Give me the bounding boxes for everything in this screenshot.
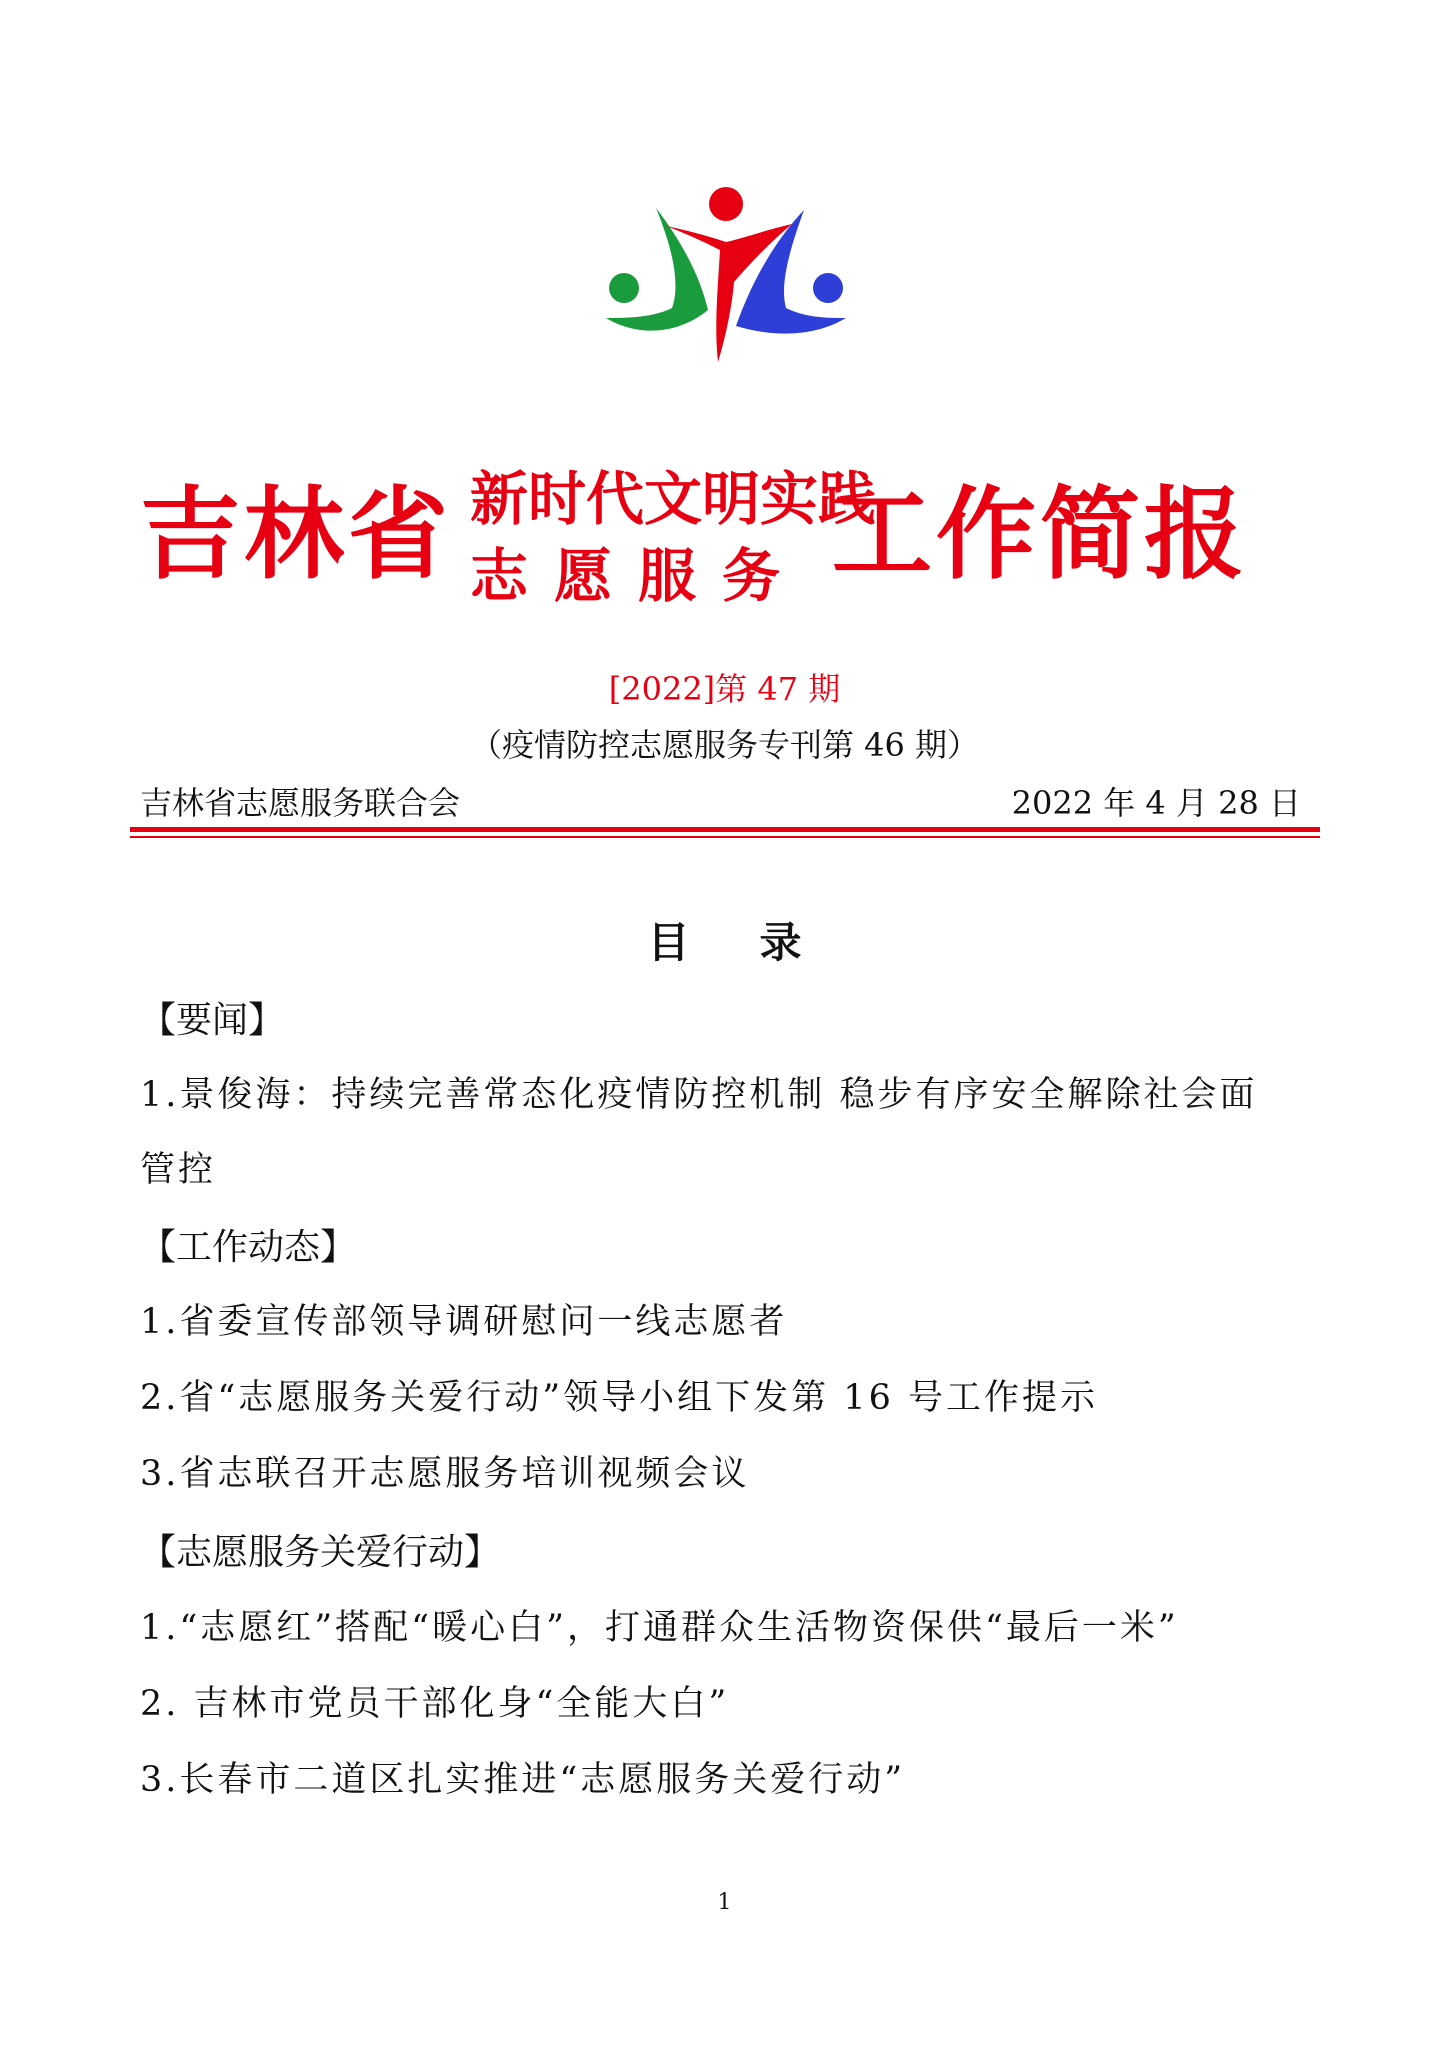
page-number: 1: [717, 1890, 732, 1915]
header-divider-thin: [130, 836, 1320, 838]
toc-item: 管控: [140, 1150, 217, 1190]
toc-section-heading: 【工作动态】: [140, 1227, 357, 1268]
toc-section-heading: 【要闻】: [140, 1000, 285, 1041]
publisher: 吉林省志愿服务联合会: [140, 784, 461, 822]
publish-date: 2022 年 4 月 28 日: [1011, 784, 1301, 822]
masthead-subtitle-line1: 新时代文明实践: [470, 465, 877, 533]
toc-item: 1.“志愿红”搭配“暖心白”，打通群众生活物资保供“最后一米”: [140, 1608, 1179, 1648]
masthead-title: 工作简报: [832, 476, 1248, 593]
toc-item: 1.省委宣传部领导调研慰问一线志愿者: [140, 1302, 788, 1342]
masthead-subtitle-line2: 志愿服务: [470, 542, 807, 610]
header-divider-thick: [130, 827, 1320, 832]
issue-special: （疫情防控志愿服务专刊第 46 期）: [469, 726, 980, 764]
volunteer-people-logo-icon: [596, 186, 856, 366]
issue-number: [2022]第 47 期: [608, 670, 841, 708]
toc-item: 3.长春市二道区扎实推进“志愿服务关爱行动”: [140, 1760, 906, 1800]
toc-item: 2.省“志愿服务关爱行动”领导小组下发第 16 号工作提示: [140, 1378, 1098, 1418]
toc-item: 1.景俊海：持续完善常态化疫情防控机制 稳步有序安全解除社会面: [140, 1075, 1258, 1115]
toc-title: 目录: [647, 918, 872, 967]
toc-item: 3.省志联召开志愿服务培训视频会议: [140, 1454, 750, 1494]
toc-item: 2. 吉林市党员干部化身“全能大白”: [140, 1684, 730, 1724]
toc-section-heading: 【志愿服务关爱行动】: [140, 1532, 501, 1573]
masthead-province: 吉林省: [140, 476, 452, 593]
